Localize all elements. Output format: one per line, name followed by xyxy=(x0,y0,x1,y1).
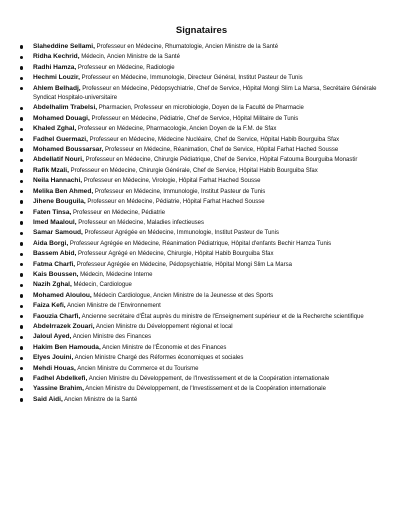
signatory-name: Slaheddine Sellami, xyxy=(33,43,95,50)
bullet-icon xyxy=(20,357,23,360)
list-item xyxy=(20,384,392,394)
list-item xyxy=(20,301,392,311)
signatory-name: Hakim Ben Hamouda, xyxy=(33,343,101,351)
signatory-description: Ancien Ministre Chargé des Réformes économiques et sociales xyxy=(73,355,244,362)
signatory-name: Faiza Kefi, xyxy=(33,302,66,310)
signatory-description: Médecin Cardiologue, Ancien Ministre de la Jeunesse et des Sports xyxy=(91,292,274,299)
signatory-description: Professeur en Médecine, Pédiatrie, Hôpital Farhat Hached Sousse xyxy=(85,199,265,206)
bullet-icon xyxy=(20,346,23,349)
bullet-icon xyxy=(20,273,23,276)
signatory-name: Said Aidi, xyxy=(33,395,63,403)
signatory-name: Fadhel Abdelkefi, xyxy=(33,375,88,382)
list-item xyxy=(20,228,392,238)
bullet-icon xyxy=(20,159,23,162)
bullet-icon xyxy=(20,148,23,151)
signatory-name: Faten Tinsa, xyxy=(33,208,72,216)
bullet-icon xyxy=(20,211,23,214)
list-item xyxy=(20,312,392,322)
list-item xyxy=(20,145,392,155)
list-item xyxy=(20,103,392,113)
signatory-name: Rafik Mzali, xyxy=(33,166,69,174)
signatory-name: Fatma Charfi, xyxy=(33,260,76,268)
bullet-icon xyxy=(20,242,23,245)
signatory-description: Professeur en Médecine, Pédiatrie, Chef de Service, Hôpital Militaire de Tunis xyxy=(89,115,299,122)
list-item xyxy=(20,395,392,405)
signatory-name: Kais Boussen, xyxy=(33,270,79,278)
list-item xyxy=(20,155,392,165)
list-item xyxy=(20,187,392,197)
bullet-icon xyxy=(20,66,23,69)
list-item xyxy=(20,208,392,218)
bullet-icon xyxy=(20,263,23,266)
list-item xyxy=(20,176,392,186)
signatory-description: Ancien Ministre de la Santé xyxy=(62,396,138,403)
bullet-icon xyxy=(20,138,23,141)
signatory-name: Jihene Bouguila, xyxy=(33,198,86,206)
signatory-description: Professeur en Médecine, Médecine Nucléaire, Chef de Service, Hôpital Habib Bourguiba Sfax xyxy=(87,136,340,143)
bullet-icon xyxy=(20,367,23,370)
list-item xyxy=(20,322,392,332)
signatory-name: Mohamed Boussarsar, xyxy=(33,146,104,154)
list-item xyxy=(20,260,392,270)
signatory-name: Khaled Zghal, xyxy=(33,125,77,133)
signatory-description: Professeur en Médecine, Radiologie xyxy=(76,64,175,71)
list-item xyxy=(20,197,392,207)
signatory-name: Ahlem Belhadj, xyxy=(33,84,81,92)
signatory-description: Médecin, Médecine Interne xyxy=(78,271,153,278)
list-item xyxy=(20,239,392,249)
page-title: Signataires xyxy=(175,25,228,36)
signatory-name: Neila Hannachi, xyxy=(33,177,83,185)
signatory-description: Ancien Ministre de l'Économie et des Finances xyxy=(100,344,227,351)
signatory-description: Professeur Agrégée en Médecine, Immunologie, Institut Pasteur de Tunis xyxy=(82,230,279,237)
bullet-icon xyxy=(20,56,23,59)
bullet-icon xyxy=(20,77,23,80)
signatory-name: Abdellatif Nouri, xyxy=(33,156,84,164)
bullet-icon xyxy=(20,200,23,203)
bullet-icon xyxy=(20,294,23,297)
signatory-name: Mohamed Douagi, xyxy=(33,114,90,122)
signatory-name: Hechmi Louzir, xyxy=(33,74,80,82)
signatory-name: Yassine Brahim, xyxy=(33,385,84,393)
list-item xyxy=(20,270,392,280)
signatories-list xyxy=(20,42,392,405)
signatory-description: Médecin, Cardiologue xyxy=(71,282,132,289)
signatory-name: Faouzia Charfi, xyxy=(33,312,81,320)
signatory-name: Abdelrrazek Zouari, xyxy=(33,322,95,330)
bullet-icon xyxy=(20,107,23,110)
signatory-description: Professeur en Médecine, Immunologie, Directeur Général, Institut Pasteur de Tunis xyxy=(79,75,303,82)
signatory-description: Professeur en Médecine, Réanimation, Chef de Service, Hôpital Farhat Hached Sousse xyxy=(103,147,339,154)
signatory-description: Professeur en Médecine, Maladies infectieuses xyxy=(76,219,205,226)
signatory-description: Ancien Ministre du Développement, de l'Investissement et de la Coopération internationale xyxy=(83,386,326,393)
signatory-name: Imed Maaloul, xyxy=(33,218,77,226)
signatory-description: Professeur en Médecine, Pharmacologie, Ancien Doyen de la F.M. de Sfax xyxy=(76,126,277,133)
list-item xyxy=(20,166,392,176)
bullet-icon xyxy=(20,253,23,256)
bullet-icon xyxy=(20,232,23,235)
signatory-description: Ancien Ministre du Développement régional et local xyxy=(94,323,233,330)
signatory-description: Professeur en Médecine, Chirurgie Pédiatrique, Chef de Service, Hôpital Fatouma Bourguiba Monastir xyxy=(83,157,358,164)
signatory-name: Elyes Jouini, xyxy=(33,354,74,362)
signatory-description: Ancienne secrétaire d'État auprès du ministre de l'Enseignement supérieur et de la Recherche scientifique xyxy=(80,313,364,320)
signatory-name: Bassem Abid, xyxy=(33,250,77,258)
bullet-icon xyxy=(20,377,23,380)
bullet-icon xyxy=(20,221,23,224)
signatory-description: Professeur en Médecine, Pédiatrie xyxy=(71,209,166,216)
signatory-description: Professeur Agrégé en Médecine, Chirurgie, Hôpital Habib Bourguiba Sfax xyxy=(76,251,274,258)
bullet-icon xyxy=(20,190,23,193)
bullet-icon xyxy=(20,336,23,339)
list-item xyxy=(20,332,392,342)
bullet-icon xyxy=(20,305,23,308)
list-item xyxy=(20,218,392,228)
bullet-icon xyxy=(20,45,23,48)
signatory-description: Ancien Ministre de l'Environnement xyxy=(65,303,161,310)
signatory-name: Radhi Hamza, xyxy=(33,63,77,71)
signatory-description: Professeur Agrégée en Médecine, Réanimation Pédiatrique, Hôpital d'enfants Bechir Hamza Tunis xyxy=(68,240,332,247)
bullet-icon xyxy=(20,169,23,172)
signatory-name: Melika Ben Ahmed, xyxy=(33,187,94,195)
signatory-name: Samar Samoud, xyxy=(33,229,83,237)
list-item xyxy=(20,280,392,290)
bullet-icon xyxy=(20,128,23,131)
signatory-name: Aida Borgi, xyxy=(33,239,69,247)
list-item xyxy=(20,114,392,124)
signatory-name: Jaloul Ayed, xyxy=(33,333,72,341)
signatory-description: Ancien Ministre des Finances xyxy=(71,334,152,341)
signatory-description: Ancien Ministre du Commerce et du Tourisme xyxy=(75,365,199,372)
signatory-name: Ridha Kechrid, xyxy=(33,53,80,61)
bullet-icon xyxy=(20,117,23,120)
bullet-icon xyxy=(20,388,23,391)
list-item xyxy=(20,84,392,104)
list-item xyxy=(20,52,392,62)
bullet-icon xyxy=(20,180,23,183)
bullet-icon xyxy=(20,325,23,328)
list-item xyxy=(20,291,392,301)
signatory-name: Abdelhalim Trabelsi, xyxy=(33,104,98,112)
list-item xyxy=(20,124,392,134)
list-item xyxy=(20,249,392,259)
signatory-description: Professeur en Médecine, Rhumatologie, Ancien Ministre de la Santé xyxy=(94,44,279,50)
signatory-description: Professeur en Médecine, Pédopsychiatrie, Chef de Service, Hôpital Mongi Slim La Marsa, Secrétaire Générale Syndicat Hospitalo-universitaire xyxy=(33,85,377,102)
signatory-name: Nazih Zghal, xyxy=(33,281,72,289)
list-item xyxy=(20,364,392,374)
signatory-name: Mohamed Aloulou, xyxy=(33,291,92,299)
list-item xyxy=(20,374,392,384)
signatory-description: Professeur Agrégée en Médecine, Pédopsychiatrie, Hôpital Mongi Slim La Marsa xyxy=(75,261,292,268)
bullet-icon xyxy=(20,398,23,401)
list-item xyxy=(20,63,392,73)
bullet-icon xyxy=(20,315,23,318)
bullet-icon xyxy=(20,87,23,90)
list-item xyxy=(20,343,392,353)
bullet-icon xyxy=(20,284,23,287)
list-item xyxy=(20,135,392,145)
list-item xyxy=(20,73,392,83)
signatory-name: Fadhel Guermazi, xyxy=(33,135,88,143)
signatory-name: Mehdi Houas, xyxy=(33,364,76,372)
list-item xyxy=(20,353,392,363)
signatory-description: Professeur en Médecine, Chirurgie Générale, Chef de Service, Hôpital Habib Bourguiba Sfax xyxy=(68,167,318,174)
signatory-description: Professeur en Médecine, Virologie, Hôpital Farhat Hached Sousse xyxy=(82,178,261,185)
signatory-description: Professeur en Médecine, Immunologie, Institut Pasteur de Tunis xyxy=(93,188,266,195)
signatory-description: Ancien Ministre du Développement, de l'Investissement et de la Coopération internationale xyxy=(87,376,330,382)
signatory-description: Pharmacien, Professeur en microbiologie, Doyen de la Faculté de Pharmacie xyxy=(97,105,304,112)
signatory-description: Médecin, Ancien Ministre de la Santé xyxy=(79,54,180,61)
list-item xyxy=(20,42,392,52)
